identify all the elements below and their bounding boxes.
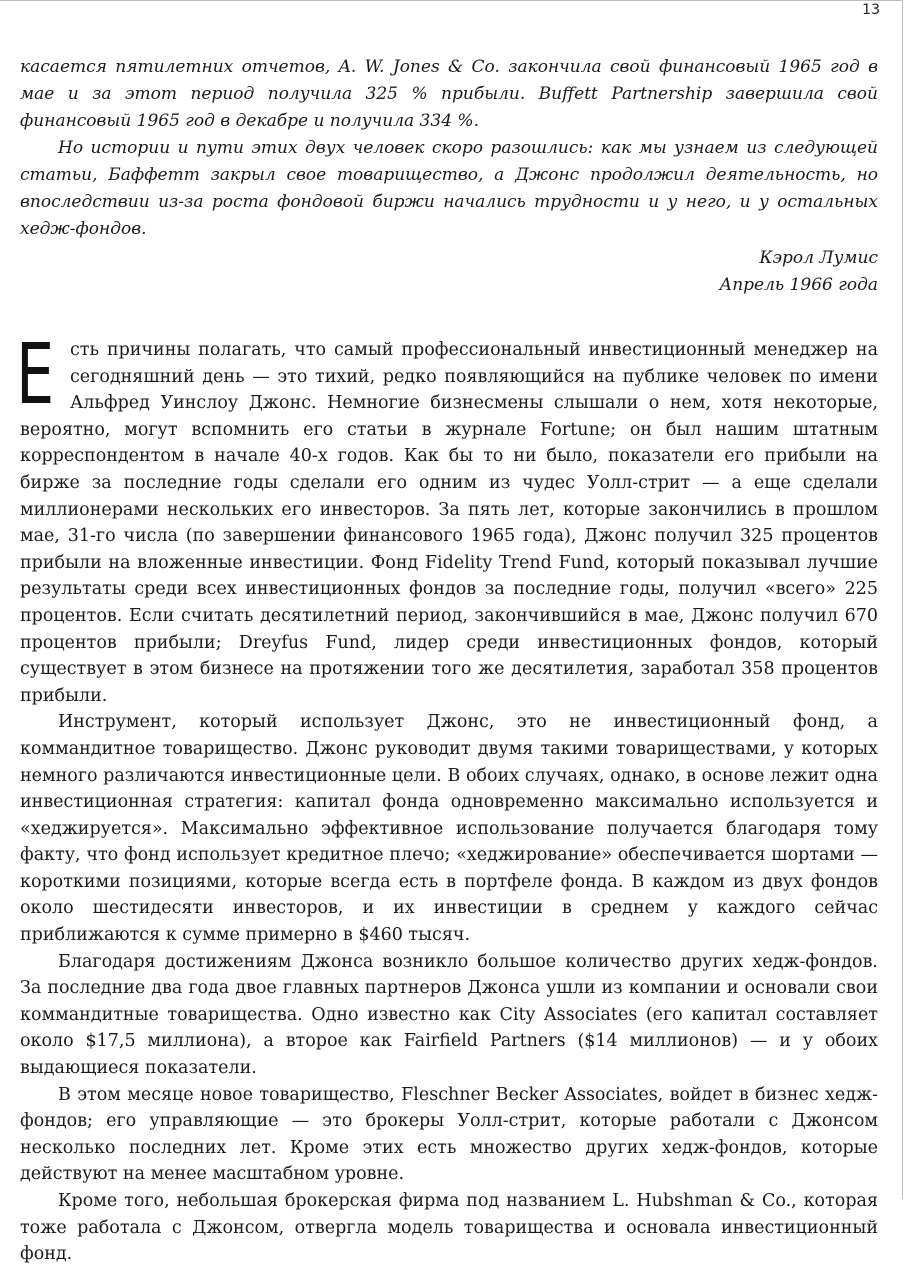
- article-body: [16, 325, 878, 1268]
- article-paragraph-4: В этом месяце новое товарищество, Fleschner Becker Associates, войдет в бизнес хедж-фондов; его управляющие — это брокеры Уолл-стрит, которые работали с Джонсом несколько последних лет. Кроме этих есть множество других хедж-фондов, которые действуют на менее масштабном уровне.: [20, 1084, 878, 1185]
- intro-paragraph-2: Но истории и пути этих двух человек скоро разошлись: как мы узнаем из следующей статьи, Баффетт закрыл свое товарищество, а Джонс продолжил деятельность, но впоследствии из-за роста фондовой биржи начались трудности и у него, и у остальных хедж-фондов.: [20, 138, 878, 239]
- article-paragraph-3: Благодаря достижениям Джонса возникло большое количество других хедж-фондов. За последние два года двое главных партнеров Джонса ушли из компании и основали свои коммандитные товарищества. Одно известно как City Associates (его капитал составляет около $17,5 миллиона), а второе как Fairfield Partners ($14 миллионов) — и у обоих выдающиеся показатели.: [20, 951, 878, 1079]
- article-paragraph-1: [16, 325, 878, 709]
- intro-section: [20, 54, 878, 299]
- article-paragraph-2: Инструмент, который использует Джонс, это не инвестиционный фонд, а коммандитное товарищество. Джонс руководит двумя такими товариществами, у которых немного различаются инвестиционные цели. В обоих случаях, однако, в основе лежит одна инвестиционная стратегия: капитал фонда одновременно максимально используется и «хеджируется». Максимально эффективное использование получается благодаря тому факту, что фонд использует кредитное плечо; «хеджирование» обеспечивается шортами — короткими позициями, которые всегда есть в портфеле фонда. В каждом из двух фондов около шестидесяти инвесторов, и их инвестиции в среднем у каждого сейчас приближаются к сумме примерно в $460 тысяч.: [20, 712, 878, 946]
- page-content: [16, 54, 878, 1268]
- author-name: Кэрол Лумис: [759, 248, 878, 268]
- publication-date: Апрель 1966 года: [719, 275, 878, 295]
- intro-paragraph-1: касается пятилетних отчетов, A. W. Jones & Co. закончила свой финансовый 1965 год в мае и за этот период получила 325 % прибыли. Buffett Partnership завершила свой финансовый 1965 год в декабре и получила 334 %.: [20, 57, 878, 131]
- article-paragraph-5: Кроме того, небольшая брокерская фирма под названием L. Hubshman & Co., которая тоже работала с Джонсом, отвергла модель товарищества и основала инвестиционный фонд.: [20, 1191, 878, 1265]
- drop-cap: Е: [16, 325, 55, 423]
- page-number: 13: [862, 2, 880, 18]
- article-paragraph-1-text: сть причины полагать, что самый профессиональный инвестиционный менеджер на сегодняшний день — это тихий, редко появляющийся на публике человек по имени Альфред Уинслоу Джонс. Немногие бизнесмены слышали о нем, хотя некоторые, вероятно, могут вспомнить его статьи в журнале Fortune; он был нашим штатным корреспондентом в начале 40-х годов. Как бы то ни было, показатели его прибыли на бирже за последние годы сделали его одним из чудес Уолл-стрит — а еще сделали миллионерами нескольких его инвесторов. За пять лет, которые закончились в прошлом мае, 31-го числа (по завершении финансового 1965 года), Джонс получил 325 процентов прибыли на вложенные инвестиции. Фонд Fidelity Trend Fund, который показывал лучшие результаты среди всех инвестиционных фондов за последние годы, получил «всего» 225 процентов. Если считать десятилетний период, закончившийся в мае, Джонс получил 670 процентов прибыли; Dreyfus Fund, лидер среди инвестиционных фондов, который существует в этом бизнесе на протяжении того же десятилетия, заработал 358 процентов прибыли.: [20, 340, 878, 706]
- attribution: [20, 245, 878, 299]
